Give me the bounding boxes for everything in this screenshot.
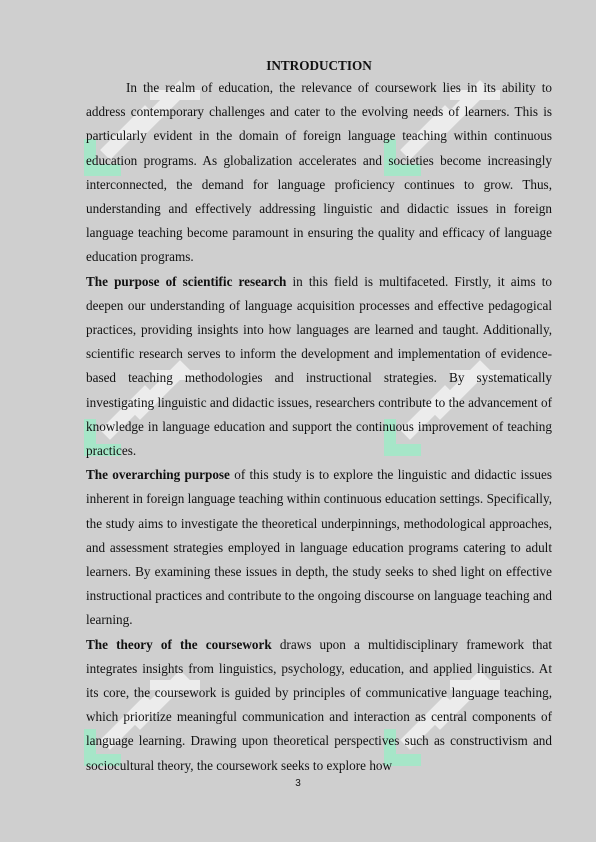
intro-paragraph: In the realm of education, the relevance of coursework lies in its ability to address contemporary challenges and cater to the evolving needs of learners. This is particularly evident in the domain of foreign language teaching within continuous education programs. As globalization accelerates and societies become increasingly interconnected, the demand for language proficiency continues to grow. Thus, understanding and effectively addressing linguistic and didactic issues in foreign language teaching become paramount in ensuring the quality and efficacy of language education programs. [86, 80, 552, 265]
section-heading: INTRODUCTION [266, 58, 372, 73]
theory-body: draws upon a multidisciplinary framework that integrates insights from linguistics, psychology, education, and applied linguistics. At its core, the coursework is guided by principles of communicative language teaching, which prioritize meaningful communication and interaction as central components of language learning. Drawing upon theoretical perspectives such as constructivism and sociocultural theory, the coursework seeks to explore how [86, 636, 553, 773]
theory-paragraph [86, 633, 552, 778]
purpose-body: in this field is multifaceted. Firstly, it aims to deepen our understanding of language acquisition processes and effective pedagogical practices, providing insights into how languages are learned and taught. Additionally, scientific research serves to inform the development and implementation of evidence-based teaching methodologies and instructional strategies. By systematically investigating linguistic and didactic issues, researchers contribute to the advancement of knowledge in language education and support the continuous improvement of teaching practices. [86, 273, 552, 459]
page-number: 3 [295, 778, 301, 789]
purpose-paragraph [86, 270, 552, 464]
document-body [86, 56, 552, 778]
overarching-purpose-body: of this study is to explore the linguistic and didactic issues inherent in foreign language teaching within continuous education settings. Specifically, the study aims to investigate the theoretical underpinnings, methodological approaches, and assessment strategies employed in language education programs catering to adult learners. By examining these issues in depth, the study seeks to shed light on effective instructional practices and contribute to the ongoing discourse on language teaching and learning. [86, 467, 552, 628]
theory-lead: The theory of the coursework [86, 636, 272, 652]
overarching-purpose-lead: The overarching purpose [86, 467, 230, 483]
overarching-purpose-paragraph [86, 463, 552, 632]
purpose-lead: The purpose of scientific research [86, 273, 287, 289]
